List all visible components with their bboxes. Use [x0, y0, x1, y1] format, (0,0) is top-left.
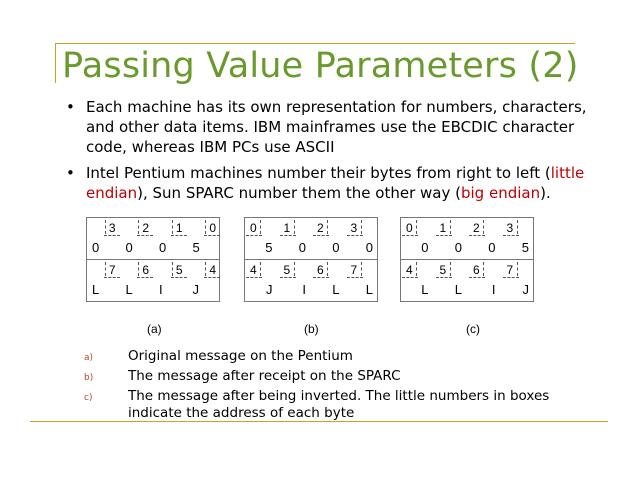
address-box-edge — [204, 235, 220, 236]
bullet-text-part: ). — [540, 184, 551, 202]
address-box-edge — [503, 277, 519, 278]
byte-cell — [188, 260, 222, 302]
byte-cell — [468, 260, 502, 302]
byte-value: L — [365, 282, 373, 297]
byte-cell — [401, 260, 435, 302]
address-box-edge — [260, 262, 261, 276]
byte-address: 3 — [350, 221, 358, 235]
bullet-item — [66, 97, 616, 157]
byte-address: 7 — [350, 263, 358, 277]
diagram-caption: (c) — [466, 322, 480, 336]
address-box-edge — [436, 235, 452, 236]
byte-address: 5 — [283, 263, 291, 277]
byte-cell — [87, 260, 121, 302]
byte-cell — [154, 260, 188, 302]
address-box-edge — [313, 277, 329, 278]
address-box-edge — [105, 220, 106, 234]
slide-title: Passing Value Parameters (2) — [62, 46, 579, 86]
address-box-edge — [205, 262, 206, 276]
legend-letter: a) — [84, 353, 94, 363]
address-box-edge — [137, 277, 153, 278]
address-box-edge — [204, 277, 220, 278]
byte-address: 2 — [142, 221, 149, 235]
address-box-edge — [171, 235, 187, 236]
byte-value: J — [522, 282, 529, 297]
byte-value: 0 — [365, 240, 373, 255]
byte-value: L — [125, 282, 133, 297]
address-box-edge — [402, 235, 418, 236]
byte-cell — [121, 218, 155, 260]
little-endian-term: little endian — [86, 164, 585, 202]
byte-cell — [435, 218, 469, 260]
bullet-text-part: Intel Pentium machines number their bytes from right to left ( — [86, 164, 551, 182]
address-box-edge — [172, 220, 173, 234]
byte-address: 7 — [108, 263, 116, 277]
legend-item — [84, 348, 564, 365]
byte-cell — [245, 260, 279, 302]
byte-value: J — [192, 282, 199, 297]
address-box-edge — [416, 262, 417, 276]
address-box-edge — [347, 277, 363, 278]
byte-address: 4 — [209, 263, 216, 277]
address-box-edge — [517, 262, 518, 276]
byte-value: 0 — [298, 240, 306, 255]
bullet-text: Each machine has its own representation for numbers, characters, and other data items. IBM mainframes use the EBCDIC character code, whereas IBM PCs use ASCII — [86, 98, 587, 156]
byte-cell — [154, 218, 188, 260]
address-box-edge — [361, 262, 362, 276]
byte-value: L — [454, 282, 462, 297]
byte-address: 2 — [317, 221, 324, 235]
byte-address: 3 — [108, 221, 116, 235]
address-box-edge — [483, 220, 484, 234]
byte-cell — [468, 218, 502, 260]
byte-address: 7 — [506, 263, 514, 277]
legend-text: The message after being inverted. The little numbers in boxes indicate the address of each byte — [128, 388, 550, 421]
byte-cell — [188, 218, 222, 260]
byte-address: 5 — [439, 263, 447, 277]
address-box-edge — [436, 277, 452, 278]
byte-value: 0 — [454, 240, 462, 255]
address-box-edge — [260, 220, 261, 234]
legend-text: Original message on the Pentium — [128, 348, 353, 364]
address-box-edge — [416, 220, 417, 234]
memory-diagram — [400, 217, 534, 302]
byte-value: J — [266, 282, 273, 297]
bullet-list — [66, 97, 616, 209]
address-box-edge — [280, 277, 296, 278]
address-box-edge — [483, 262, 484, 276]
bullet-text-part: ), Sun SPARC number them the other way ( — [137, 184, 461, 202]
big-endian-term: big endian — [460, 184, 541, 202]
address-box-edge — [361, 220, 362, 234]
byte-value: I — [159, 282, 163, 297]
address-box-edge — [172, 262, 173, 276]
address-box-edge — [327, 262, 328, 276]
byte-address: 4 — [250, 263, 257, 277]
address-box-edge — [402, 277, 418, 278]
byte-cell — [312, 260, 346, 302]
byte-value: 0 — [332, 240, 340, 255]
byte-value: 5 — [265, 240, 273, 255]
title-side-rule — [55, 43, 56, 83]
address-box-edge — [246, 277, 262, 278]
address-box-edge — [503, 235, 519, 236]
byte-cell — [502, 260, 536, 302]
bullet-item — [66, 163, 616, 203]
byte-value: 5 — [192, 240, 200, 255]
diagram-caption: (a) — [147, 322, 162, 336]
memory-diagram — [244, 217, 378, 302]
address-box-edge — [280, 235, 296, 236]
diagram-caption: (b) — [304, 322, 319, 336]
legend-letter: b) — [84, 373, 94, 383]
legend-text: The message after receipt on the SPARC — [128, 368, 401, 384]
address-box-edge — [327, 220, 328, 234]
byte-address: 0 — [209, 221, 216, 235]
legend-list — [84, 348, 564, 425]
byte-address: 4 — [406, 263, 413, 277]
byte-cell — [502, 218, 536, 260]
byte-value: 0 — [159, 240, 167, 255]
byte-value: I — [302, 282, 306, 297]
address-box-edge — [104, 277, 120, 278]
address-box-edge — [450, 220, 451, 234]
byte-cell — [312, 218, 346, 260]
byte-address: 2 — [473, 221, 480, 235]
byte-cell — [279, 218, 313, 260]
byte-address: 0 — [406, 221, 413, 235]
byte-value: 5 — [521, 240, 529, 255]
byte-cell — [87, 218, 121, 260]
byte-value: 0 — [421, 240, 429, 255]
legend-letter: c) — [84, 393, 93, 403]
top-rule — [55, 43, 575, 44]
byte-value: I — [491, 282, 496, 297]
address-box-edge — [294, 262, 295, 276]
byte-value: 0 — [125, 240, 133, 255]
bullet-dot-icon: • — [66, 98, 75, 116]
byte-value: L — [92, 282, 100, 297]
byte-cell — [346, 260, 380, 302]
legend-item — [84, 388, 564, 422]
byte-cell — [279, 260, 313, 302]
address-box-edge — [246, 235, 262, 236]
address-box-edge — [171, 277, 187, 278]
address-box-edge — [104, 235, 120, 236]
byte-cell — [401, 218, 435, 260]
address-box-edge — [205, 220, 206, 234]
byte-value: 0 — [488, 240, 496, 255]
byte-address: 5 — [175, 263, 183, 277]
byte-address: 3 — [506, 221, 514, 235]
address-box-edge — [517, 220, 518, 234]
byte-cell — [121, 260, 155, 302]
address-box-edge — [313, 235, 329, 236]
address-box-edge — [347, 235, 363, 236]
memory-diagram — [86, 217, 220, 302]
byte-value: L — [332, 282, 340, 297]
byte-address: 0 — [250, 221, 257, 235]
byte-address: 1 — [283, 221, 291, 235]
byte-cell — [435, 260, 469, 302]
byte-address: 6 — [317, 263, 324, 277]
byte-address: 1 — [439, 221, 447, 235]
byte-cell — [245, 218, 279, 260]
byte-address: 1 — [175, 221, 183, 235]
byte-address: 6 — [142, 263, 149, 277]
address-box-edge — [450, 262, 451, 276]
address-box-edge — [294, 220, 295, 234]
address-box-edge — [105, 262, 106, 276]
address-box-edge — [469, 235, 485, 236]
legend-item — [84, 368, 564, 385]
byte-value: L — [421, 282, 429, 297]
address-box-edge — [469, 277, 485, 278]
address-box-edge — [137, 235, 153, 236]
address-box-edge — [138, 262, 139, 276]
address-box-edge — [138, 220, 139, 234]
byte-address: 6 — [473, 263, 480, 277]
bullet-dot-icon: • — [66, 164, 75, 182]
byte-cell — [346, 218, 380, 260]
byte-value: 0 — [92, 240, 100, 255]
